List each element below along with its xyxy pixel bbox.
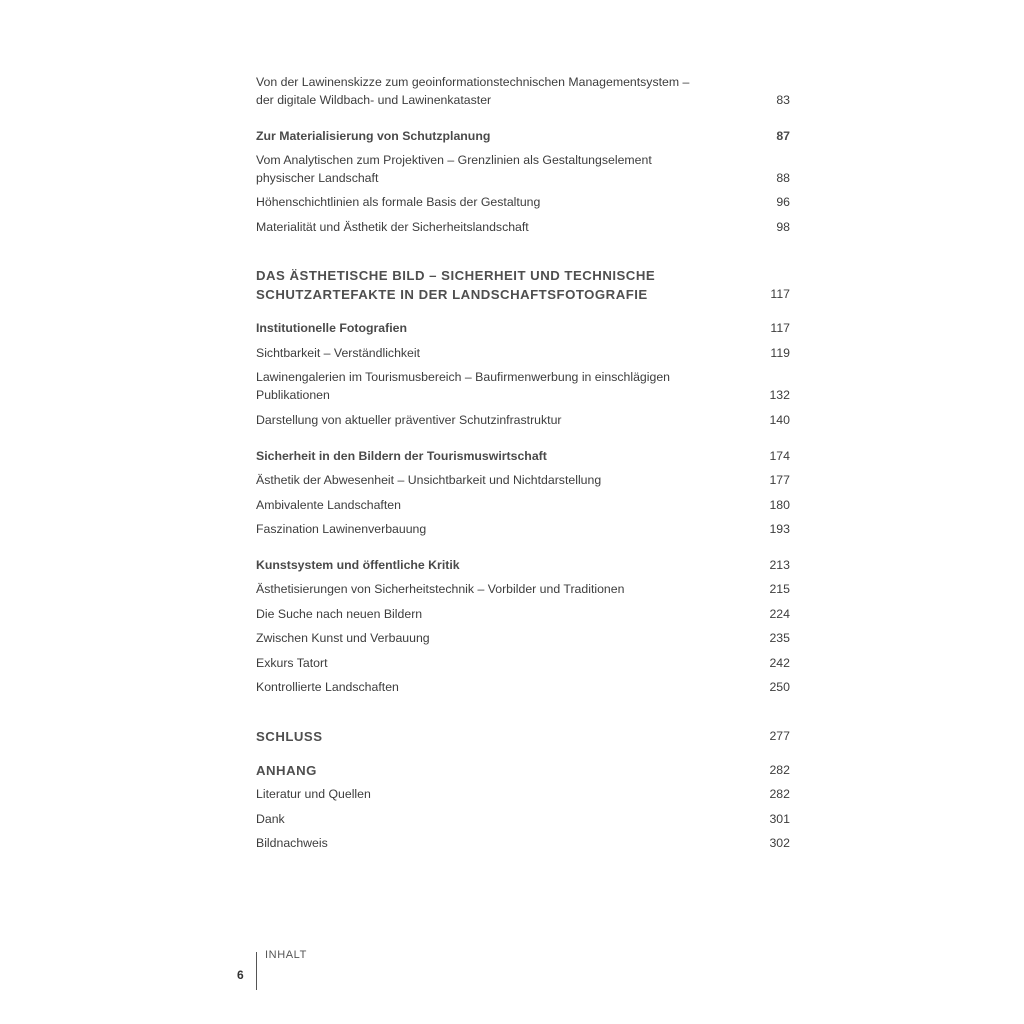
toc-entry-title: Zwischen Kunst und Verbauung xyxy=(256,631,430,645)
toc-entry-title: Ambivalente Landschaften xyxy=(256,498,401,512)
toc-page-number: 177 xyxy=(769,473,790,487)
toc-chapter-title xyxy=(256,266,726,304)
toc-page-number: 88 xyxy=(776,171,790,185)
toc-entry-title-line-2: Publikationen xyxy=(256,388,330,402)
toc-entry-title: Ästhetisierungen von Sicherheitstechnik – Vorbilder und Traditionen xyxy=(256,582,625,596)
toc-entry-title xyxy=(256,368,726,404)
toc-chapter xyxy=(256,266,790,304)
toc-entry xyxy=(256,834,790,852)
toc-entry xyxy=(256,785,790,803)
toc-entry-title: Kontrollierte Landschaften xyxy=(256,680,399,694)
toc-page-number: 282 xyxy=(769,787,790,801)
toc-entry xyxy=(256,218,790,236)
toc-entry-title: Exkurs Tatort xyxy=(256,656,328,670)
toc-chapter-title: ANHANG xyxy=(256,763,317,778)
toc-subsection xyxy=(256,319,790,337)
toc-page-number: 174 xyxy=(769,449,790,463)
toc-entry-title: Kunstsystem und öffentliche Kritik xyxy=(256,558,460,572)
toc-page-number: 277 xyxy=(769,729,790,743)
toc-subsection xyxy=(256,127,790,145)
toc-page-number: 140 xyxy=(769,413,790,427)
toc-entry xyxy=(256,151,790,187)
toc-entry xyxy=(256,629,790,647)
toc-page-number: 193 xyxy=(769,522,790,536)
toc-entry xyxy=(256,368,790,404)
footer-divider xyxy=(256,952,257,990)
toc-entry-title: Faszination Lawinenverbauung xyxy=(256,522,427,536)
toc-page-number: 282 xyxy=(769,763,790,777)
toc-subsection xyxy=(256,447,790,465)
toc-entry-title: Darstellung von aktueller präventiver Schutzinfrastruktur xyxy=(256,413,562,427)
toc-page-number: 119 xyxy=(770,346,790,360)
toc-chapter xyxy=(256,761,790,780)
toc-entry xyxy=(256,580,790,598)
toc-page-number: 224 xyxy=(769,607,790,621)
toc-entry xyxy=(256,496,790,514)
toc-entry-title: Zur Materialisierung von Schutzplanung xyxy=(256,129,491,143)
toc-page-number: 132 xyxy=(769,388,790,402)
toc-entry xyxy=(256,654,790,672)
toc-page-number: 98 xyxy=(776,220,790,234)
toc-chapter-title-line-1: DAS ÄSTHETISCHE BILD – SICHERHEIT UND TECHNISCHE xyxy=(256,268,656,283)
page-number: 6 xyxy=(237,968,244,982)
toc-chapter xyxy=(256,727,790,746)
toc-page-number: 301 xyxy=(769,812,790,826)
toc-page-number: 117 xyxy=(770,287,790,301)
toc-entry xyxy=(256,810,790,828)
toc-page-number: 235 xyxy=(769,631,790,645)
toc-entry xyxy=(256,605,790,623)
running-header-section: INHALT xyxy=(265,949,307,961)
toc-entry xyxy=(256,193,790,211)
toc-page-number: 242 xyxy=(769,656,790,670)
toc-page-number: 213 xyxy=(769,558,790,572)
toc-entry-title: Ästhetik der Abwesenheit – Unsichtbarkeit und Nichtdarstellung xyxy=(256,473,602,487)
toc-entry-title: Dank xyxy=(256,812,285,826)
toc-entry-title: Institutionelle Fotografien xyxy=(256,321,407,335)
toc-entry-title: Materialität und Ästhetik der Sicherheitslandschaft xyxy=(256,220,529,234)
toc-entry-title-line-1: Vom Analytischen zum Projektiven – Grenzlinien als Gestaltungselement xyxy=(256,153,652,167)
toc-page-number: 215 xyxy=(769,582,790,596)
toc-entry-title: Bildnachweis xyxy=(256,836,328,850)
toc-chapter-title-line-2: SCHUTZARTEFAKTE IN DER LANDSCHAFTSFOTOGRAFIE xyxy=(256,287,648,302)
toc-page-number: 96 xyxy=(776,195,790,209)
toc-entry-title xyxy=(256,73,726,109)
toc-entry-title-line-2: physischer Landschaft xyxy=(256,171,379,185)
toc-entry xyxy=(256,344,790,362)
toc-page-number: 302 xyxy=(769,836,790,850)
toc-entry xyxy=(256,73,790,109)
toc-chapter-title: SCHLUSS xyxy=(256,729,323,744)
toc-entry-title: Literatur und Quellen xyxy=(256,787,371,801)
toc-entry xyxy=(256,471,790,489)
toc-entry-title: Sichtbarkeit – Verständlichkeit xyxy=(256,346,421,360)
toc-entry-title: Die Suche nach neuen Bildern xyxy=(256,607,423,621)
toc-entry xyxy=(256,411,790,429)
toc-entry-title-line-1: Von der Lawinenskizze zum geoinformationstechnischen Managementsystem – xyxy=(256,75,690,89)
toc-page-number: 117 xyxy=(770,321,790,335)
toc-page-number: 87 xyxy=(776,129,790,143)
toc-entry-title xyxy=(256,151,726,187)
toc-entry-title-line-1: Lawinengalerien im Tourismusbereich – Baufirmenwerbung in einschlägigen xyxy=(256,370,671,384)
toc-page-number: 250 xyxy=(769,680,790,694)
toc-page-number: 83 xyxy=(776,93,790,107)
toc-entry-title-line-2: der digitale Wildbach- und Lawinenkataster xyxy=(256,93,492,107)
toc-subsection xyxy=(256,556,790,574)
toc-entry-title: Höhenschichtlinien als formale Basis der Gestaltung xyxy=(256,195,541,209)
toc-entry-title: Sicherheit in den Bildern der Tourismuswirtschaft xyxy=(256,449,547,463)
toc-page-number: 180 xyxy=(769,498,790,512)
toc-entry xyxy=(256,678,790,696)
toc-entry xyxy=(256,520,790,538)
